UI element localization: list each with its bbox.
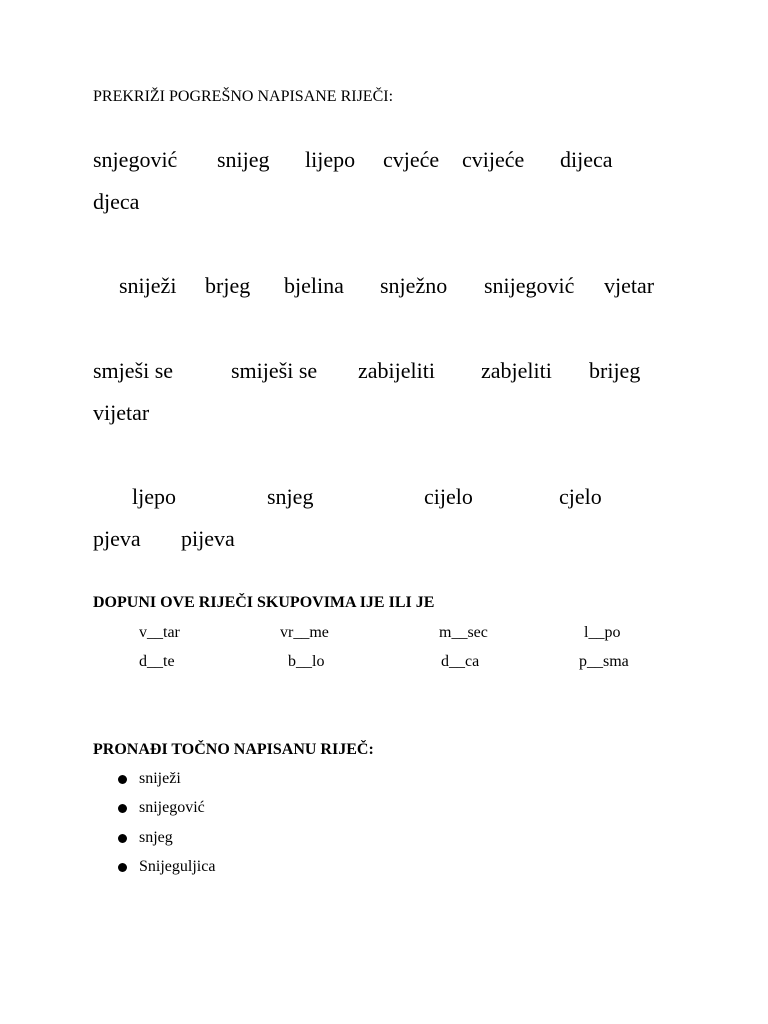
fill-word: p__sma	[579, 653, 629, 670]
word-item: lijepo	[305, 147, 356, 172]
list-item: Snijeguljica	[139, 858, 216, 875]
word-item: pjeva	[93, 526, 141, 551]
list-item: snjeg	[139, 829, 173, 846]
section2-heading: DOPUNI OVE RIJEČI SKUPOVIMA IJE ILI JE	[93, 594, 435, 611]
word-item: zabjeliti	[481, 358, 552, 383]
bullet-icon	[118, 834, 127, 843]
bullet-icon	[118, 863, 127, 872]
word-item: cjelo	[559, 484, 602, 509]
word-item: smješi se	[93, 358, 174, 383]
word-item: snijeg	[217, 147, 270, 172]
word-item: dijeca	[560, 147, 613, 172]
section1-heading: PREKRIŽI POGREŠNO NAPISANE RIJEČI:	[93, 88, 394, 105]
word-item: cijelo	[424, 484, 473, 509]
word-item: snjegović	[93, 147, 178, 172]
word-item: vjetar	[604, 273, 655, 298]
fill-word: d__te	[139, 653, 175, 670]
fill-word: m__sec	[439, 624, 488, 641]
word-item: snježno	[380, 273, 448, 298]
section3-heading: PRONAĐI TOČNO NAPISANU RIJEČ:	[93, 741, 374, 758]
word-item: snjeg	[267, 484, 314, 509]
word-item: brjeg	[205, 273, 251, 298]
word-item: smiješi se	[231, 358, 318, 383]
word-item: vijetar	[93, 400, 150, 425]
word-item: brijeg	[589, 358, 641, 383]
bullet-icon	[118, 775, 127, 784]
list-item: snijegović	[139, 799, 205, 816]
word-item: pijeva	[181, 526, 235, 551]
fill-word: l__po	[584, 624, 621, 641]
word-item: snijegović	[484, 273, 575, 298]
list-item: sniježi	[139, 770, 181, 787]
fill-word: v__tar	[139, 624, 180, 641]
word-item: cvijeće	[462, 147, 525, 172]
word-item: ljepo	[132, 484, 176, 509]
word-item: zabijeliti	[358, 358, 435, 383]
word-item: sniježi	[119, 273, 177, 298]
fill-word: d__ca	[441, 653, 480, 670]
word-item: bjelina	[284, 273, 344, 298]
word-item: cvjeće	[383, 147, 440, 172]
fill-word: vr__me	[280, 624, 329, 641]
fill-word: b__lo	[288, 653, 325, 670]
word-item: djeca	[93, 189, 140, 214]
bullet-icon	[118, 804, 127, 813]
